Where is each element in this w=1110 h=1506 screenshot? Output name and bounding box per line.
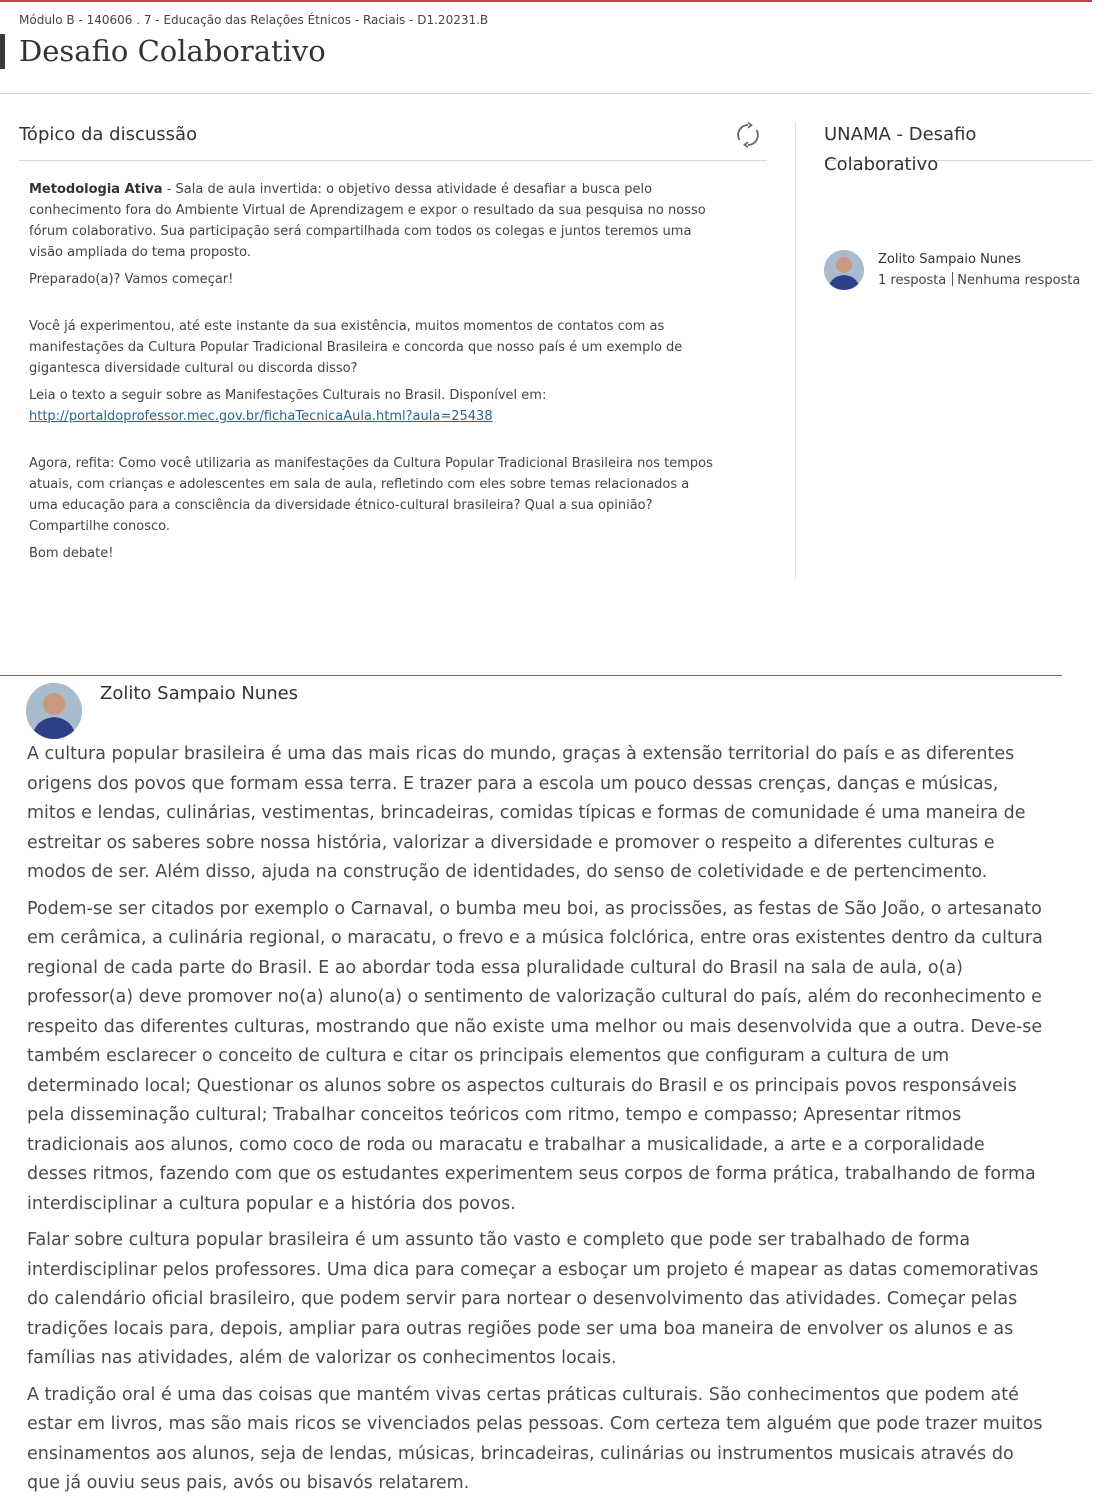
- topic-read-prompt: [29, 385, 715, 427]
- sidebar-user-stats: [878, 272, 1080, 288]
- post-paragraph: A cultura popular brasileira é uma das mais ricas do mundo, graças à extensão territorial do país e as diferentes origens dos povos que formam essa terra. E trazer para a escola um pouco dessas crenças, danças e músicas, mitos e lendas, culinárias, vestimentas, brincadeiras, comidas típicas e formas de comunidade é uma maneira de estreitar os saberes sobre nossa história, valorizar a diversidade e promover o respeito a diferentes culturas e modos de ser. Além disso, ajuda na construção de identidades, do senso de coletividade e de pertencimento.: [27, 744, 1026, 882]
- page-title: Desafio Colaborativo: [19, 34, 326, 68]
- column-divider: [795, 122, 796, 580]
- topic-intro-text: - Sala de aula invertida: o objetivo dessa atividade é desafiar a busca pelo conhecimento fora do Ambiente Virtual de Aprendizagem e expor o resultado da sua pesquisa no nosso fórum colaborativo. Sua participação será compartilhada com todos os colegas e juntos teremos uma visão ampliada do tema proposto.: [29, 182, 706, 260]
- refresh-icon[interactable]: [735, 122, 761, 148]
- sidebar-heading: UNAMA - Desafio Colaborativo: [824, 124, 977, 175]
- post-divider: [0, 675, 1062, 676]
- stats-separator: [952, 272, 953, 286]
- post-body: [27, 740, 1047, 1506]
- sidebar: [824, 120, 1092, 288]
- topic-reflect: Agora, refita: Como você utilizaria as manifestações da Cultura Popular Tradicional Brasileira nos tempos atuais, com crianças e adolescentes em sala de aula, refletindo com eles sobre temas relacionados a uma educação para a consciência da diversidade étnico-cultural brasileira? Qual a sua opinião? Compartilhe conosco.: [29, 456, 713, 534]
- topic-read-prompt-text: Leia o texto a seguir sobre as Manifestações Culturais no Brasil. Disponível em:: [29, 388, 547, 403]
- topic-ready: Preparado(a)? Vamos começar!: [29, 272, 234, 287]
- topic-panel: [19, 120, 767, 570]
- breadcrumb[interactable]: Módulo B - 140606 . 7 - Educação das Relações Étnicos - Raciais - D1.20231.B: [19, 13, 489, 27]
- title-accent-bar: [0, 34, 5, 69]
- post-avatar[interactable]: [26, 683, 82, 739]
- post-paragraph: Podem-se ser citados por exemplo o Carnaval, o bumba meu boi, as procissões, as festas de São João, o artesanato em cerâmica, a culinária regional, o maracatu, o frevo e a música folclórica, entre oras existentes dentro da cultura regional de cada parte do Brasil. E ao abordar toda essa pluralidade cultural do Brasil na sala de aula, o(a) professor(a) deve promover no(a) aluno(a) o sentimento de valorização cultural do país, além do reconhecimento e respeito das diferentes culturas, mostrando que não existe uma melhor ou mais desenvolvida que a outra. Deve-se também esclarecer o conceito de cultura e citar os principais elementos que configuram a cultura de um determinado local; Questionar os alunos sobre os aspectos culturais do Brasil e os principais povos responsáveis pela disseminação cultural; Trabalhar conceitos teóricos com ritmo, tempo e compasso; Apresentar ritmos tradicionais aos alunos, como coco de roda ou maracatu e trabalhar a musicalidade, a arte e a corporalidade desses ritmos, fazendo com que os estudantes experimentem seus corpos de forma prática, trabalhando de forma interdisciplinar a cultura popular e a história dos povos.: [27, 898, 1043, 1214]
- reply-count: 1 resposta: [878, 273, 947, 288]
- topic-closing: Bom debate!: [29, 546, 114, 561]
- topic-question: Você já experimentou, até este instante da sua existência, muitos momentos de contatos com as manifestações da Cultura Popular Tradicional Brasileira e concorda que nosso país é um exemplo de gigantesca diversidade cultural ou discorda disso?: [29, 319, 683, 376]
- post-paragraph: Falar sobre cultura popular brasileira é um assunto tão vasto e completo que pode ser trabalhado de forma interdisciplinar pelos professores. Uma dica para começar a esboçar um projeto é mapear as datas comemorativas do calendário oficial brasileiro, que podem servir para nortear o desenvolvimento das atividades. Começar pelas tradições locais para, depois, ampliar para outras regiões pode ser uma boa maneira de envolver os alunos e as famílias nas atividades, além de valorizar os conhecimentos locais.: [27, 1230, 1039, 1368]
- topic-body: [19, 161, 767, 564]
- topic-intro-bold: Metodologia Ativa: [29, 182, 163, 197]
- post-paragraph: A tradição oral é uma das coisas que mantém vivas certas práticas culturais. São conhecimentos que podem até estar em livros, mas são mais ricos se vivenciados pelas pessoas. Com certeza tem alguém que pode trazer muitos ensinamentos aos alunos, seja de lendas, músicas, brincadeiras, culinárias ou instrumentos musicais através do que já ouviu seus pais, avós ou bisavós relatarem.: [27, 1384, 1043, 1493]
- topic-link[interactable]: http://portaldoprofessor.mec.gov.br/fichaTecnicaAula.html?aula=25438: [29, 409, 493, 424]
- top-accent-rule: [0, 0, 1092, 2]
- avatar[interactable]: [824, 250, 864, 290]
- topic-heading: Tópico da discussão: [19, 124, 198, 145]
- sidebar-user-name[interactable]: Zolito Sampaio Nunes: [878, 252, 1022, 267]
- post-author-name[interactable]: Zolito Sampaio Nunes: [100, 683, 299, 704]
- no-reply-count: Nenhuma resposta: [957, 273, 1081, 288]
- topic-intro: [29, 179, 715, 263]
- header-divider: [0, 93, 1092, 94]
